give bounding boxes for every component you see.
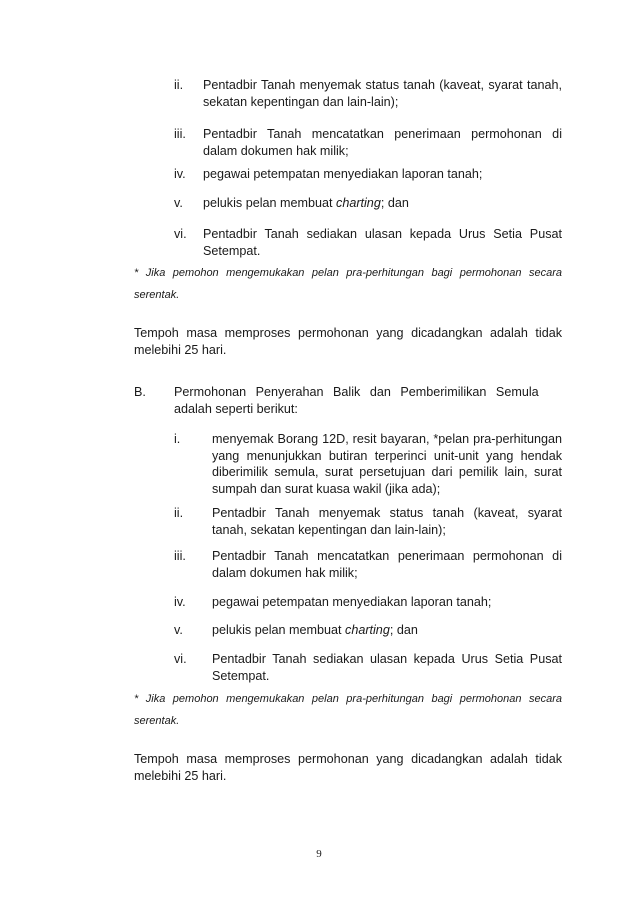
list-item-text: pegawai petempatan menyediakan laporan tanah; [212,595,492,609]
list-item-text: Pentadbir Tanah menyemak status tanah (kaveat, syarat tanah, sekatan kepentingan dan lain-lain); [203,78,562,109]
list-item [174,548,562,582]
page-number: 9 [316,848,322,860]
list-item-text: Pentadbir Tanah mencatatkan penerimaan permohonan di dalam dokumen hak milik; [212,549,562,580]
list-item [174,166,562,183]
list-item [174,226,562,260]
list-item-number: v. [174,623,183,637]
list-item-number: iv. [174,167,186,181]
list-item [174,651,562,685]
list-item-text: pelukis pelan membuat charting; dan [203,196,409,210]
list-item-text: pegawai petempatan menyediakan laporan tanah; [203,167,483,181]
processing-duration: Tempoh masa memproses permohonan yang dicadangkan adalah tidak melebihi 25 hari. [134,326,562,357]
list-item [174,195,562,212]
list-item-text: Pentadbir Tanah sediakan ulasan kepada Urus Setia Pusat Setempat. [212,652,562,683]
list-item-number: ii. [174,506,184,520]
list-item-text: pelukis pelan membuat charting; dan [212,623,418,637]
list-item-number: iv. [174,595,186,609]
list-item [174,77,562,111]
list-item-text: Pentadbir Tanah mencatatkan penerimaan permohonan di dalam dokumen hak milik; [203,127,562,158]
list-item-number: ii. [174,78,184,92]
processing-duration: Tempoh masa memproses permohonan yang dicadangkan adalah tidak melebihi 25 hari. [134,752,562,783]
section-title: Permohonan Penyerahan Balik dan Pemberimilikan Semula adalah seperti berikut: [174,385,539,416]
section-heading [134,384,562,418]
footnote: * Jika pemohon mengemukakan pelan pra-perhitungan bagi permohonan secara serentak. [134,693,562,727]
footnote: * Jika pemohon mengemukakan pelan pra-perhitungan bagi permohonan secara serentak. [134,267,562,301]
list-item-number: iii. [174,127,186,141]
list-item-number: vi. [174,652,187,666]
list-item-text: menyemak Borang 12D, resit bayaran, *pelan pra-perhitungan yang menunjukkan butiran terperinci unit-unit yang hendak diberimilik semula, surat persetujuan dari pemilik lain, surat sumpah dan surat kuasa wakil (jika ada); [212,432,562,496]
list-item [174,126,562,160]
list-item [174,622,562,639]
list-item-number: i. [174,432,181,446]
list-item-text: Pentadbir Tanah sediakan ulasan kepada Urus Setia Pusat Setempat. [203,227,562,258]
list-item [174,505,562,539]
list-item [174,431,562,499]
list-item-text: Pentadbir Tanah menyemak status tanah (kaveat, syarat tanah, sekatan kepentingan dan lain-lain); [212,506,562,537]
list-item-number: vi. [174,227,187,241]
list-item [174,594,562,611]
section-letter: B. [134,385,146,399]
list-item-number: iii. [174,549,186,563]
list-item-number: v. [174,196,183,210]
